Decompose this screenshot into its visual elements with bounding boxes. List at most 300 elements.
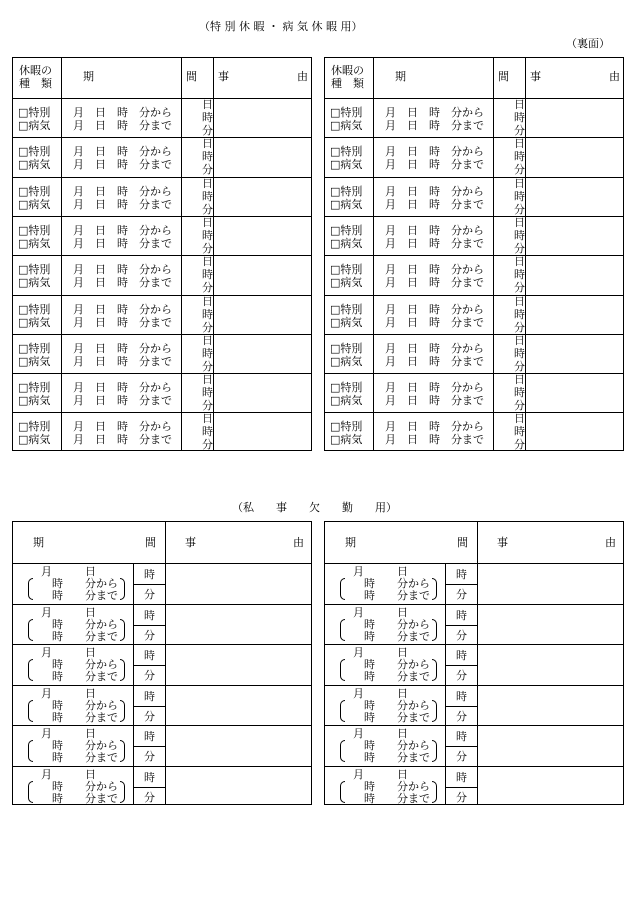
checkbox-special[interactable]: □特別 xyxy=(18,341,51,355)
left-brace xyxy=(340,578,345,600)
period-from: 時 分から xyxy=(52,698,118,712)
left-brace xyxy=(340,781,345,803)
unit-hour: 時 xyxy=(202,189,213,203)
unit-hour: 時 xyxy=(456,730,467,743)
header-reason-2: 由 xyxy=(605,536,616,549)
unit-hour: 時 xyxy=(514,425,525,439)
leave-row xyxy=(325,373,623,412)
unit-minute: 分 xyxy=(456,588,467,601)
reason-field[interactable] xyxy=(166,686,312,726)
period-from: 時 分から xyxy=(52,617,118,631)
right-brace xyxy=(432,700,437,722)
period-from: 月 日 時 分から xyxy=(73,263,172,277)
checkbox-sick[interactable]: □病気 xyxy=(18,119,51,132)
period-to: 月 日 時 分まで xyxy=(73,433,172,447)
unit-hour: 時 xyxy=(456,568,467,581)
unit-day: 日 xyxy=(514,255,525,269)
header-period-2: 間 xyxy=(145,536,156,549)
unit-minute: 分 xyxy=(144,628,155,642)
checkbox-sick[interactable]: □病気 xyxy=(330,236,363,250)
checkbox-special[interactable]: □特別 xyxy=(330,420,363,434)
checkbox-special[interactable]: □特別 xyxy=(18,145,51,159)
absence-table-header xyxy=(13,522,313,563)
period-to: 時 分まで xyxy=(364,710,430,724)
leave-row xyxy=(13,177,311,216)
leave-row xyxy=(325,412,623,451)
period-from: 時 分から xyxy=(364,617,430,631)
leave-row xyxy=(13,373,311,412)
unit-minute: 分 xyxy=(514,438,525,452)
checkbox-sick[interactable]: □病気 xyxy=(18,394,51,408)
header-period-2: 間 xyxy=(186,70,197,83)
period-from: 月 日 時 分から xyxy=(385,106,484,119)
reason-field[interactable] xyxy=(166,564,312,604)
unit-minute: 分 xyxy=(202,320,213,334)
leave-table-header xyxy=(325,58,625,98)
reason-field[interactable] xyxy=(526,413,624,451)
leave-table-left xyxy=(12,57,312,451)
unit-hour: 時 xyxy=(514,228,525,242)
unit-hour: 時 xyxy=(202,386,213,400)
header-period: 期 xyxy=(33,536,44,549)
unit-minute: 分 xyxy=(456,669,467,682)
unit-day: 日 xyxy=(202,255,213,269)
left-brace xyxy=(28,619,33,641)
reason-field[interactable] xyxy=(166,767,312,807)
period-to: 月 日 時 分まで xyxy=(73,236,172,250)
period-to: 時 分まで xyxy=(52,710,118,724)
back-side-label: （裏面） xyxy=(566,37,610,50)
right-brace xyxy=(120,740,125,762)
left-brace xyxy=(28,700,33,722)
unit-day: 日 xyxy=(514,412,525,426)
period-from: 時 分から xyxy=(52,577,118,590)
absence-row xyxy=(325,644,623,685)
period-from: 月 日 時 分から xyxy=(385,420,484,434)
reason-field[interactable] xyxy=(214,178,312,216)
unit-minute: 分 xyxy=(456,709,467,723)
unit-minute: 分 xyxy=(202,124,213,137)
unit-minute: 分 xyxy=(456,628,467,642)
reason-field[interactable] xyxy=(214,217,312,255)
checkbox-special[interactable]: □特別 xyxy=(18,302,51,316)
unit-minute: 分 xyxy=(514,163,525,177)
leave-row xyxy=(325,137,623,176)
checkbox-sick[interactable]: □病気 xyxy=(330,158,363,172)
unit-hour: 時 xyxy=(202,111,213,124)
unit-minute: 分 xyxy=(514,359,525,373)
unit-hour: 時 xyxy=(202,425,213,439)
reason-field[interactable] xyxy=(214,413,312,451)
unit-day: 日 xyxy=(202,412,213,426)
leave-row xyxy=(325,177,623,216)
period-to: 月 日 時 分まで xyxy=(385,119,484,132)
month-day: 月 日 xyxy=(41,605,96,619)
unit-hour: 時 xyxy=(202,346,213,360)
checkbox-sick[interactable]: □病気 xyxy=(330,315,363,329)
month-day: 月 日 xyxy=(41,565,96,578)
leave-table-right xyxy=(324,57,624,451)
unit-hour: 時 xyxy=(202,228,213,242)
unit-minute: 分 xyxy=(514,320,525,334)
month-day: 月 日 xyxy=(353,727,408,740)
reason-field[interactable] xyxy=(214,335,312,373)
header-period: 期 xyxy=(83,70,94,83)
absence-row xyxy=(13,604,311,645)
checkbox-sick[interactable]: □病気 xyxy=(18,315,51,329)
absence-table-right xyxy=(324,521,624,805)
period-from: 月 日 時 分から xyxy=(385,223,484,237)
leave-row xyxy=(13,334,311,373)
reason-field[interactable] xyxy=(166,645,312,685)
checkbox-sick[interactable]: □病気 xyxy=(330,197,363,211)
period-from: 月 日 時 分から xyxy=(73,106,172,119)
header-period: 期 xyxy=(345,536,356,549)
period-from: 月 日 時 分から xyxy=(73,145,172,159)
leave-row xyxy=(325,255,623,294)
left-brace xyxy=(340,700,345,722)
reason-field[interactable] xyxy=(214,138,312,176)
right-brace xyxy=(432,619,437,641)
unit-minute: 分 xyxy=(514,241,525,255)
reason-field[interactable] xyxy=(166,605,312,645)
period-from: 月 日 時 分から xyxy=(73,420,172,434)
period-to: 月 日 時 分まで xyxy=(385,394,484,408)
period-from: 月 日 時 分から xyxy=(73,341,172,355)
period-to: 月 日 時 分まで xyxy=(385,197,484,211)
checkbox-special[interactable]: □特別 xyxy=(330,145,363,159)
right-brace xyxy=(120,700,125,722)
unit-hour: 時 xyxy=(514,111,525,124)
period-from: 時 分から xyxy=(364,658,430,671)
checkbox-special[interactable]: □特別 xyxy=(330,302,363,316)
unit-minute: 分 xyxy=(456,790,467,804)
reason-field[interactable] xyxy=(214,256,312,294)
period-from: 月 日 時 分から xyxy=(385,184,484,198)
leave-row xyxy=(13,98,311,137)
absence-row xyxy=(325,604,623,645)
reason-field[interactable] xyxy=(478,767,624,807)
absence-row xyxy=(325,563,623,604)
absence-row xyxy=(325,685,623,726)
period-to: 月 日 時 分まで xyxy=(385,276,484,290)
period-to: 時 分まで xyxy=(52,589,118,602)
absence-row xyxy=(13,766,311,807)
period-from: 月 日 時 分から xyxy=(73,302,172,316)
header-kind: 休暇の xyxy=(331,64,364,77)
left-brace xyxy=(28,740,33,762)
leave-table-header xyxy=(13,58,313,98)
unit-hour: 時 xyxy=(514,189,525,203)
checkbox-special[interactable]: □特別 xyxy=(18,263,51,277)
period-to: 月 日 時 分まで xyxy=(73,354,172,368)
reason-field[interactable] xyxy=(526,335,624,373)
checkbox-special[interactable]: □特別 xyxy=(18,223,51,237)
month-day: 月 日 xyxy=(353,565,408,578)
unit-day: 日 xyxy=(514,176,525,190)
unit-minute: 分 xyxy=(202,241,213,255)
period-from: 時 分から xyxy=(52,779,118,793)
unit-hour: 時 xyxy=(144,730,155,743)
period-to: 月 日 時 分まで xyxy=(385,236,484,250)
checkbox-sick[interactable]: □病気 xyxy=(18,354,51,368)
right-brace xyxy=(120,781,125,803)
unit-hour: 時 xyxy=(144,568,155,581)
period-from: 月 日 時 分から xyxy=(73,223,172,237)
header-reason-2: 由 xyxy=(297,70,308,83)
unit-hour: 時 xyxy=(144,608,155,622)
month-day: 月 日 xyxy=(41,767,96,781)
month-day: 月 日 xyxy=(41,686,96,700)
period-from: 時 分から xyxy=(364,779,430,793)
unit-hour: 時 xyxy=(514,150,525,164)
period-to: 月 日 時 分まで xyxy=(73,276,172,290)
checkbox-sick[interactable]: □病気 xyxy=(18,158,51,172)
period-to: 月 日 時 分まで xyxy=(73,158,172,172)
right-brace xyxy=(432,659,437,681)
header-kind-2: 種 類 xyxy=(331,77,364,90)
reason-field[interactable] xyxy=(166,726,312,766)
month-day: 月 日 xyxy=(353,686,408,700)
period-from: 月 日 時 分から xyxy=(385,145,484,159)
left-brace xyxy=(28,659,33,681)
checkbox-special[interactable]: □特別 xyxy=(18,381,51,395)
leave-row xyxy=(325,98,623,137)
reason-field[interactable] xyxy=(478,686,624,726)
unit-hour: 時 xyxy=(456,608,467,622)
bottom-form-title: （私 事 欠 勤 用） xyxy=(232,501,397,514)
left-brace xyxy=(28,578,33,600)
unit-minute: 分 xyxy=(202,438,213,452)
checkbox-special[interactable]: □特別 xyxy=(330,184,363,198)
unit-day: 日 xyxy=(202,373,213,387)
period-to: 時 分まで xyxy=(364,791,430,805)
period-from: 月 日 時 分から xyxy=(385,302,484,316)
checkbox-sick[interactable]: □病気 xyxy=(330,276,363,290)
unit-hour: 時 xyxy=(514,346,525,360)
unit-minute: 分 xyxy=(202,202,213,216)
header-reason-2: 由 xyxy=(609,70,620,83)
right-brace xyxy=(120,578,125,600)
unit-day: 日 xyxy=(514,98,525,111)
unit-hour: 時 xyxy=(144,770,155,784)
leave-row xyxy=(13,137,311,176)
right-brace xyxy=(432,781,437,803)
reason-field[interactable] xyxy=(214,374,312,412)
unit-hour: 時 xyxy=(514,307,525,321)
header-kind-2: 種 類 xyxy=(19,77,52,90)
reason-field[interactable] xyxy=(526,374,624,412)
reason-field[interactable] xyxy=(214,99,312,137)
unit-minute: 分 xyxy=(144,669,155,682)
reason-field[interactable] xyxy=(526,217,624,255)
unit-day: 日 xyxy=(514,137,525,151)
leave-row xyxy=(325,216,623,255)
unit-day: 日 xyxy=(202,294,213,308)
left-brace xyxy=(340,740,345,762)
header-period: 期 xyxy=(395,70,406,83)
unit-hour: 時 xyxy=(202,268,213,282)
unit-day: 日 xyxy=(514,294,525,308)
unit-day: 日 xyxy=(514,333,525,347)
reason-field[interactable] xyxy=(478,605,624,645)
absence-row xyxy=(325,725,623,766)
unit-hour: 時 xyxy=(144,649,155,662)
unit-day: 日 xyxy=(514,215,525,229)
unit-minute: 分 xyxy=(202,399,213,413)
header-period-2: 間 xyxy=(498,70,509,83)
period-from: 時 分から xyxy=(52,739,118,752)
checkbox-sick[interactable]: □病気 xyxy=(330,119,363,132)
header-period-2: 間 xyxy=(457,536,468,549)
period-to: 月 日 時 分まで xyxy=(73,394,172,408)
period-to: 時 分まで xyxy=(52,629,118,643)
period-to: 時 分まで xyxy=(52,670,118,683)
leave-row xyxy=(325,295,623,334)
unit-hour: 時 xyxy=(456,770,467,784)
checkbox-sick[interactable]: □病気 xyxy=(18,276,51,290)
absence-row xyxy=(13,563,311,604)
month-day: 月 日 xyxy=(41,727,96,740)
leave-row xyxy=(13,216,311,255)
unit-day: 日 xyxy=(202,333,213,347)
absence-row xyxy=(13,644,311,685)
reason-field[interactable] xyxy=(214,296,312,334)
top-form-title: （特 別 休 暇 ・ 病 気 休 暇 用） xyxy=(199,20,363,33)
reason-field[interactable] xyxy=(526,256,624,294)
reason-field[interactable] xyxy=(526,178,624,216)
reason-field[interactable] xyxy=(526,99,624,137)
checkbox-special[interactable]: □特別 xyxy=(330,263,363,277)
period-from: 時 分から xyxy=(364,698,430,712)
period-to: 時 分まで xyxy=(52,751,118,764)
header-reason-2: 由 xyxy=(293,536,304,549)
unit-minute: 分 xyxy=(202,359,213,373)
period-from: 時 分から xyxy=(364,739,430,752)
leave-row xyxy=(13,255,311,294)
unit-hour: 時 xyxy=(456,649,467,662)
period-to: 月 日 時 分まで xyxy=(385,315,484,329)
period-from: 時 分から xyxy=(52,658,118,671)
unit-hour: 時 xyxy=(456,689,467,703)
unit-minute: 分 xyxy=(144,790,155,804)
period-from: 月 日 時 分から xyxy=(385,341,484,355)
checkbox-sick[interactable]: □病気 xyxy=(18,197,51,211)
left-brace xyxy=(340,659,345,681)
unit-minute: 分 xyxy=(202,281,213,295)
unit-day: 日 xyxy=(202,176,213,190)
period-from: 月 日 時 分から xyxy=(385,263,484,277)
month-day: 月 日 xyxy=(41,646,96,659)
checkbox-special[interactable]: □特別 xyxy=(330,341,363,355)
checkbox-special[interactable]: □特別 xyxy=(330,106,363,119)
unit-hour: 時 xyxy=(514,268,525,282)
checkbox-sick[interactable]: □病気 xyxy=(330,433,363,447)
unit-minute: 分 xyxy=(514,202,525,216)
header-kind: 休暇の xyxy=(19,64,52,77)
left-brace xyxy=(340,619,345,641)
unit-hour: 時 xyxy=(202,150,213,164)
absence-row xyxy=(13,685,311,726)
checkbox-special[interactable]: □特別 xyxy=(330,381,363,395)
absence-table-header xyxy=(325,522,625,563)
reason-field[interactable] xyxy=(478,564,624,604)
left-brace xyxy=(28,781,33,803)
period-to: 時 分まで xyxy=(364,751,430,764)
period-from: 月 日 時 分から xyxy=(73,184,172,198)
unit-minute: 分 xyxy=(202,163,213,177)
period-from: 時 分から xyxy=(364,577,430,590)
checkbox-sick[interactable]: □病気 xyxy=(330,394,363,408)
absence-row xyxy=(325,766,623,807)
period-to: 時 分まで xyxy=(364,629,430,643)
period-to: 月 日 時 分まで xyxy=(73,119,172,132)
period-to: 時 分まで xyxy=(364,589,430,602)
header-reason: 事 xyxy=(185,536,196,549)
header-reason: 事 xyxy=(497,536,508,549)
month-day: 月 日 xyxy=(353,646,408,659)
month-day: 月 日 xyxy=(353,605,408,619)
right-brace xyxy=(120,659,125,681)
unit-minute: 分 xyxy=(514,281,525,295)
header-reason: 事 xyxy=(530,70,541,83)
right-brace xyxy=(432,740,437,762)
right-brace xyxy=(432,578,437,600)
absence-row xyxy=(13,725,311,766)
reason-field[interactable] xyxy=(526,296,624,334)
period-to: 月 日 時 分まで xyxy=(385,433,484,447)
checkbox-special[interactable]: □特別 xyxy=(18,106,51,119)
period-to: 月 日 時 分まで xyxy=(73,197,172,211)
period-from: 月 日 時 分から xyxy=(73,381,172,395)
right-brace xyxy=(120,619,125,641)
reason-field[interactable] xyxy=(478,645,624,685)
period-to: 月 日 時 分まで xyxy=(385,354,484,368)
period-to: 時 分まで xyxy=(364,670,430,683)
unit-hour: 時 xyxy=(144,689,155,703)
checkbox-special[interactable]: □特別 xyxy=(18,184,51,198)
reason-field[interactable] xyxy=(526,138,624,176)
checkbox-sick[interactable]: □病気 xyxy=(18,236,51,250)
checkbox-sick[interactable]: □病気 xyxy=(330,354,363,368)
unit-minute: 分 xyxy=(144,588,155,601)
leave-row xyxy=(13,412,311,451)
unit-minute: 分 xyxy=(456,750,467,763)
unit-day: 日 xyxy=(202,98,213,111)
period-to: 時 分まで xyxy=(52,791,118,805)
unit-day: 日 xyxy=(514,373,525,387)
checkbox-special[interactable]: □特別 xyxy=(18,420,51,434)
period-from: 月 日 時 分から xyxy=(385,381,484,395)
unit-minute: 分 xyxy=(514,124,525,137)
unit-hour: 時 xyxy=(514,386,525,400)
period-to: 月 日 時 分まで xyxy=(385,158,484,172)
absence-table-left xyxy=(12,521,312,805)
unit-hour: 時 xyxy=(202,307,213,321)
month-day: 月 日 xyxy=(353,767,408,781)
leave-row xyxy=(13,295,311,334)
unit-minute: 分 xyxy=(514,399,525,413)
reason-field[interactable] xyxy=(478,726,624,766)
checkbox-sick[interactable]: □病気 xyxy=(18,433,51,447)
unit-day: 日 xyxy=(202,215,213,229)
leave-row xyxy=(325,334,623,373)
header-reason: 事 xyxy=(218,70,229,83)
checkbox-special[interactable]: □特別 xyxy=(330,223,363,237)
unit-minute: 分 xyxy=(144,750,155,763)
unit-minute: 分 xyxy=(144,709,155,723)
period-to: 月 日 時 分まで xyxy=(73,315,172,329)
